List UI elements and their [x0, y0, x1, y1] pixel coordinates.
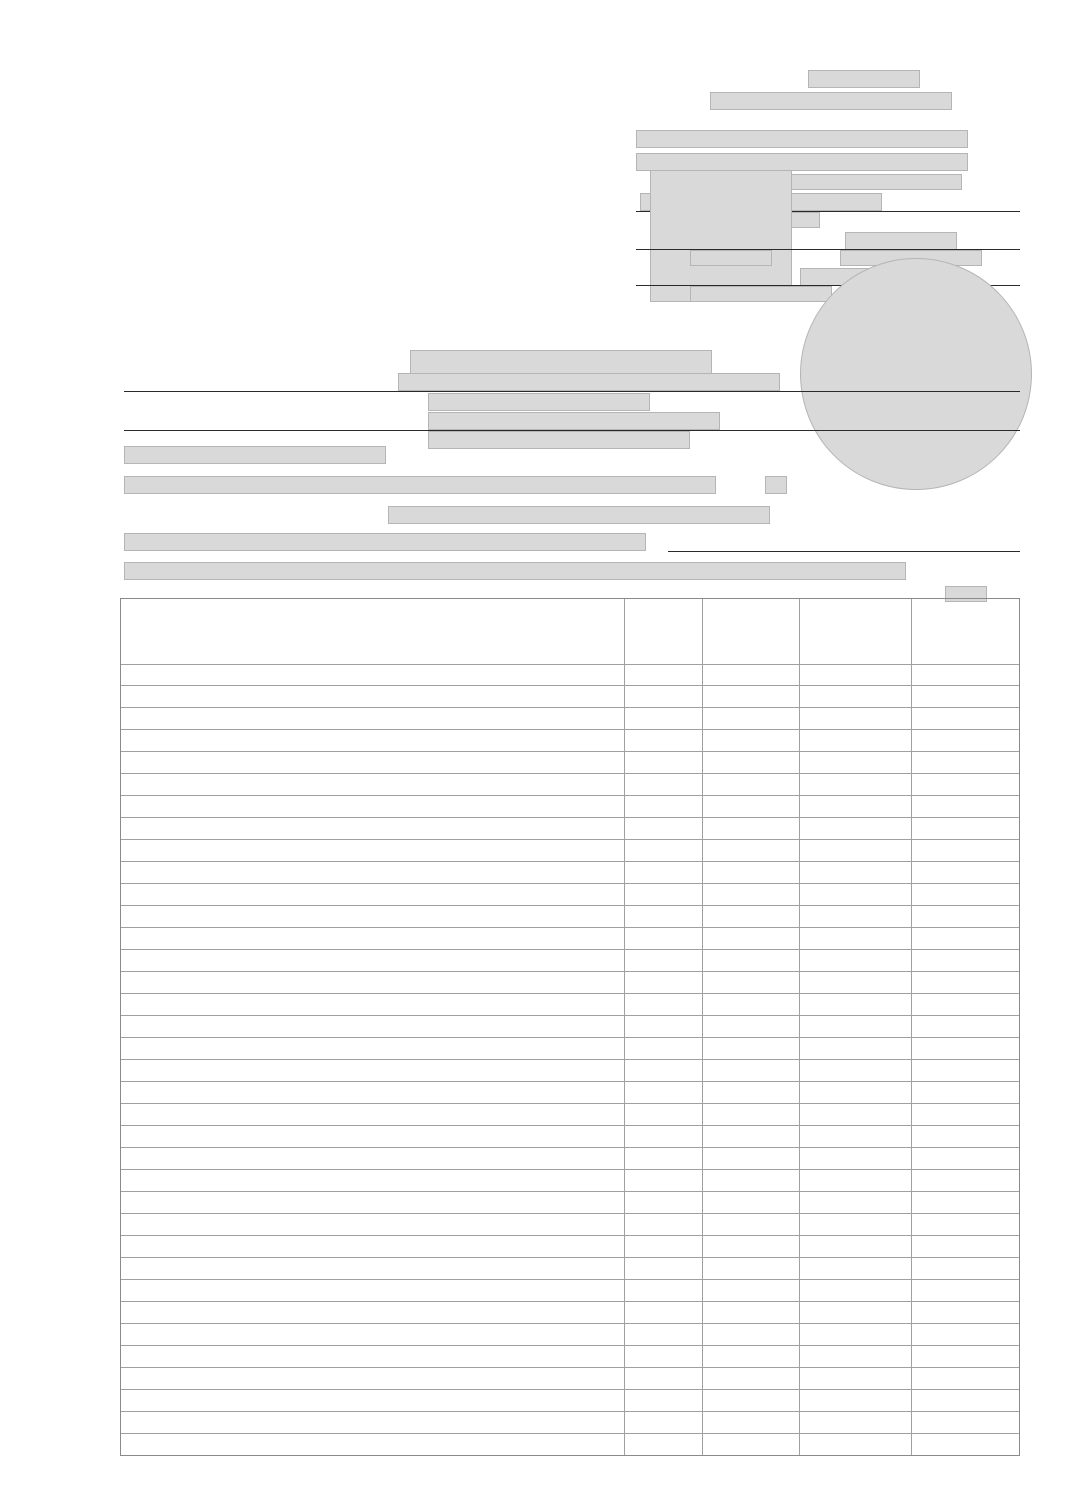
- approval-order: [710, 92, 952, 110]
- table-body: [121, 686, 1019, 1455]
- approved-sum-hint: [770, 174, 962, 190]
- official-seal: [800, 258, 1032, 490]
- region-name: [428, 412, 720, 430]
- approved-sum-line-1: [636, 130, 968, 148]
- approved-sum-line-2: [636, 153, 968, 171]
- date-hint: [690, 286, 832, 302]
- departmental-code: [765, 476, 787, 494]
- authority-name: [388, 506, 770, 524]
- departmental-classification: [124, 476, 716, 494]
- program-classification: [124, 533, 646, 551]
- temporary-classification: [124, 562, 906, 580]
- signer-name: [845, 232, 957, 250]
- signature-hint: [690, 250, 772, 266]
- table-column-numbers: [121, 665, 1019, 686]
- institution-underline: [124, 391, 1020, 392]
- approval-title: [808, 70, 920, 88]
- estimate-table: [120, 598, 1020, 1456]
- budget-code: [124, 446, 386, 464]
- program-underline: [668, 551, 1020, 552]
- institution-hint: [428, 393, 650, 411]
- signature-image: [650, 170, 792, 302]
- region-hint: [428, 431, 690, 449]
- table-header: [121, 599, 1019, 665]
- institution-name: [398, 373, 780, 391]
